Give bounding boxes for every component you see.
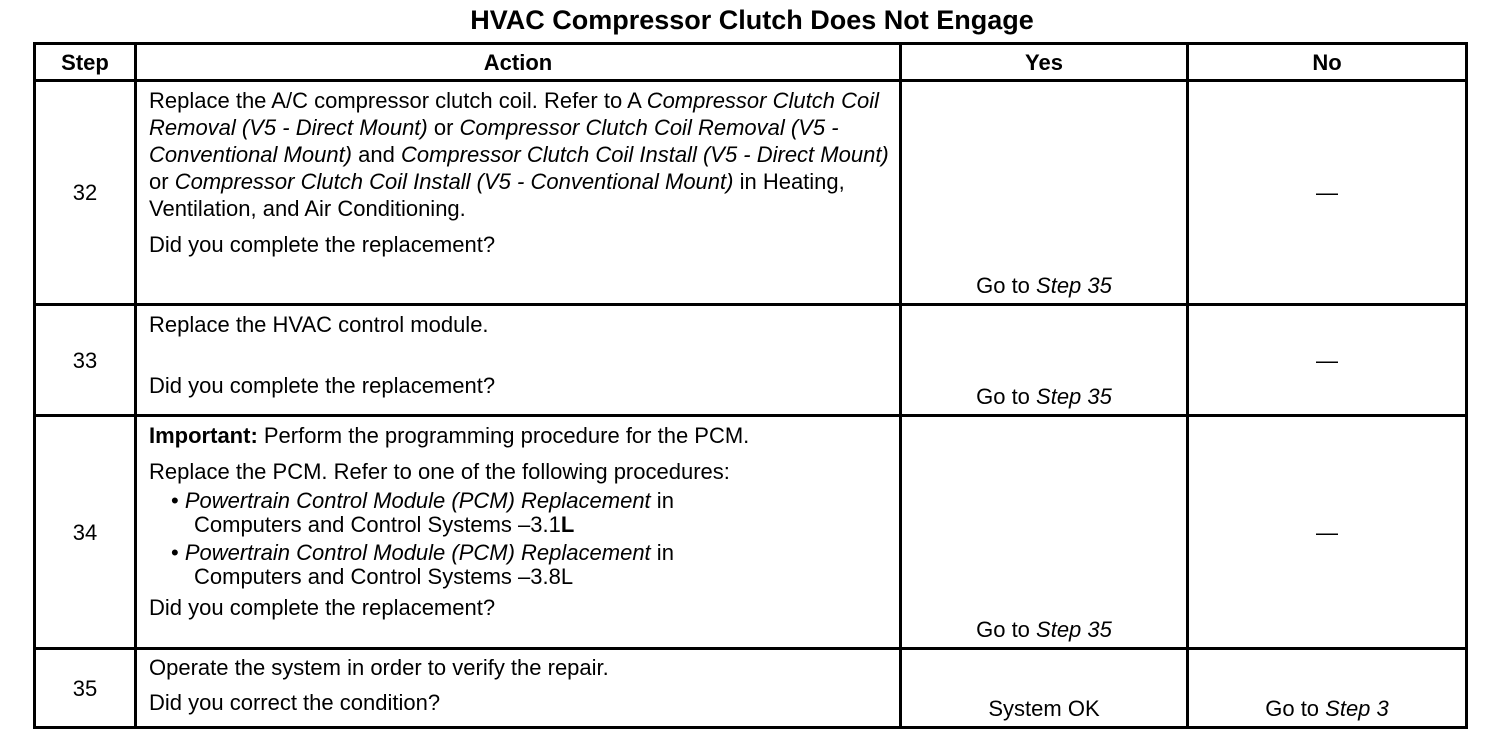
list-item-detail: [194, 565, 891, 589]
procedure-link[interactable]: Compressor Clutch Coil Install (V5 - Direct Mount): [400, 142, 889, 167]
table-row: [35, 649, 1467, 728]
action-text: Replace the PCM. Refer to one of the following procedures:: [149, 459, 730, 484]
action-text: Operate the system in order to verify the repair.: [149, 655, 609, 680]
header-no: No: [1188, 44, 1467, 81]
text-span: Replace the A/C compressor clutch coil. Refer to A: [149, 88, 647, 113]
yes-prefix: Go to: [976, 273, 1037, 298]
no-cell: —: [1188, 81, 1467, 305]
action-cell: [136, 416, 901, 649]
text-span: or: [427, 115, 460, 140]
yes-cell: [901, 81, 1188, 305]
action-question: Did you complete the replacement?: [149, 595, 496, 620]
procedure-link[interactable]: Powertrain Control Module (PCM) Replacement: [184, 488, 651, 513]
no-cell: —: [1188, 416, 1467, 649]
no-cell: [1188, 649, 1467, 728]
yes-prefix: Go to: [976, 384, 1037, 409]
text-span: in: [650, 540, 674, 565]
table-row: [35, 416, 1467, 649]
step-link[interactable]: Step 35: [1036, 617, 1112, 642]
procedure-link[interactable]: Compressor Clutch Coil Removal (V5 - Conventional Mount): [149, 115, 839, 167]
text-span: Computers and Control Systems –3.8L: [194, 564, 574, 589]
list-item-detail: [194, 513, 891, 537]
action-cell: [136, 649, 901, 728]
step-number: 35: [35, 649, 136, 728]
header-yes: Yes: [901, 44, 1188, 81]
action-cell: [136, 305, 901, 416]
table-row: [35, 81, 1467, 305]
table-row: [35, 305, 1467, 416]
procedure-link[interactable]: Powertrain Control Module (PCM) Replacement: [184, 540, 651, 565]
action-question: Did you complete the replacement?: [149, 373, 496, 398]
action-text: [149, 87, 891, 222]
text-span: L: [560, 512, 575, 537]
list-item: [171, 489, 891, 513]
page-title: HVAC Compressor Clutch Does Not Engage: [470, 5, 1034, 35]
text-span: in Heating, Ventilation, and Air Conditioning.: [149, 169, 845, 221]
important-text: Perform the programming procedure for the PCM.: [257, 423, 750, 448]
action-question: Did you complete the replacement?: [149, 232, 496, 257]
diagnostic-table: [33, 42, 1468, 729]
step-link[interactable]: Step 35: [1036, 273, 1112, 298]
important-note: [149, 422, 891, 449]
action-question: Did you correct the condition?: [149, 690, 441, 715]
header-step: Step: [35, 44, 136, 81]
text-span: and: [352, 142, 401, 167]
bullet-icon: •: [171, 540, 179, 565]
yes-cell: System OK: [901, 649, 1188, 728]
procedure-link[interactable]: Compressor Clutch Coil Install (V5 - Conventional Mount): [174, 169, 734, 194]
header-row: [35, 44, 1467, 81]
bullet-icon: •: [171, 488, 179, 513]
yes-cell: [901, 416, 1188, 649]
procedure-link[interactable]: Compressor Clutch Coil Removal (V5 - Direct Mount): [149, 88, 879, 140]
text-span: in: [650, 488, 674, 513]
action-cell: [136, 81, 901, 305]
no-prefix: Go to: [1265, 696, 1326, 721]
text-span: Computers and Control Systems –3.1: [194, 512, 561, 537]
action-text: Replace the HVAC control module.: [149, 312, 489, 337]
text-span: or: [149, 169, 175, 194]
list-item: [171, 541, 891, 565]
yes-prefix: Go to: [976, 617, 1037, 642]
header-action: Action: [136, 44, 901, 81]
step-link[interactable]: Step 35: [1036, 384, 1112, 409]
no-cell: —: [1188, 305, 1467, 416]
step-number: 34: [35, 416, 136, 649]
step-number: 32: [35, 81, 136, 305]
step-number: 33: [35, 305, 136, 416]
yes-cell: [901, 305, 1188, 416]
step-link[interactable]: Step 3: [1325, 696, 1389, 721]
important-label: Important:: [149, 423, 258, 448]
